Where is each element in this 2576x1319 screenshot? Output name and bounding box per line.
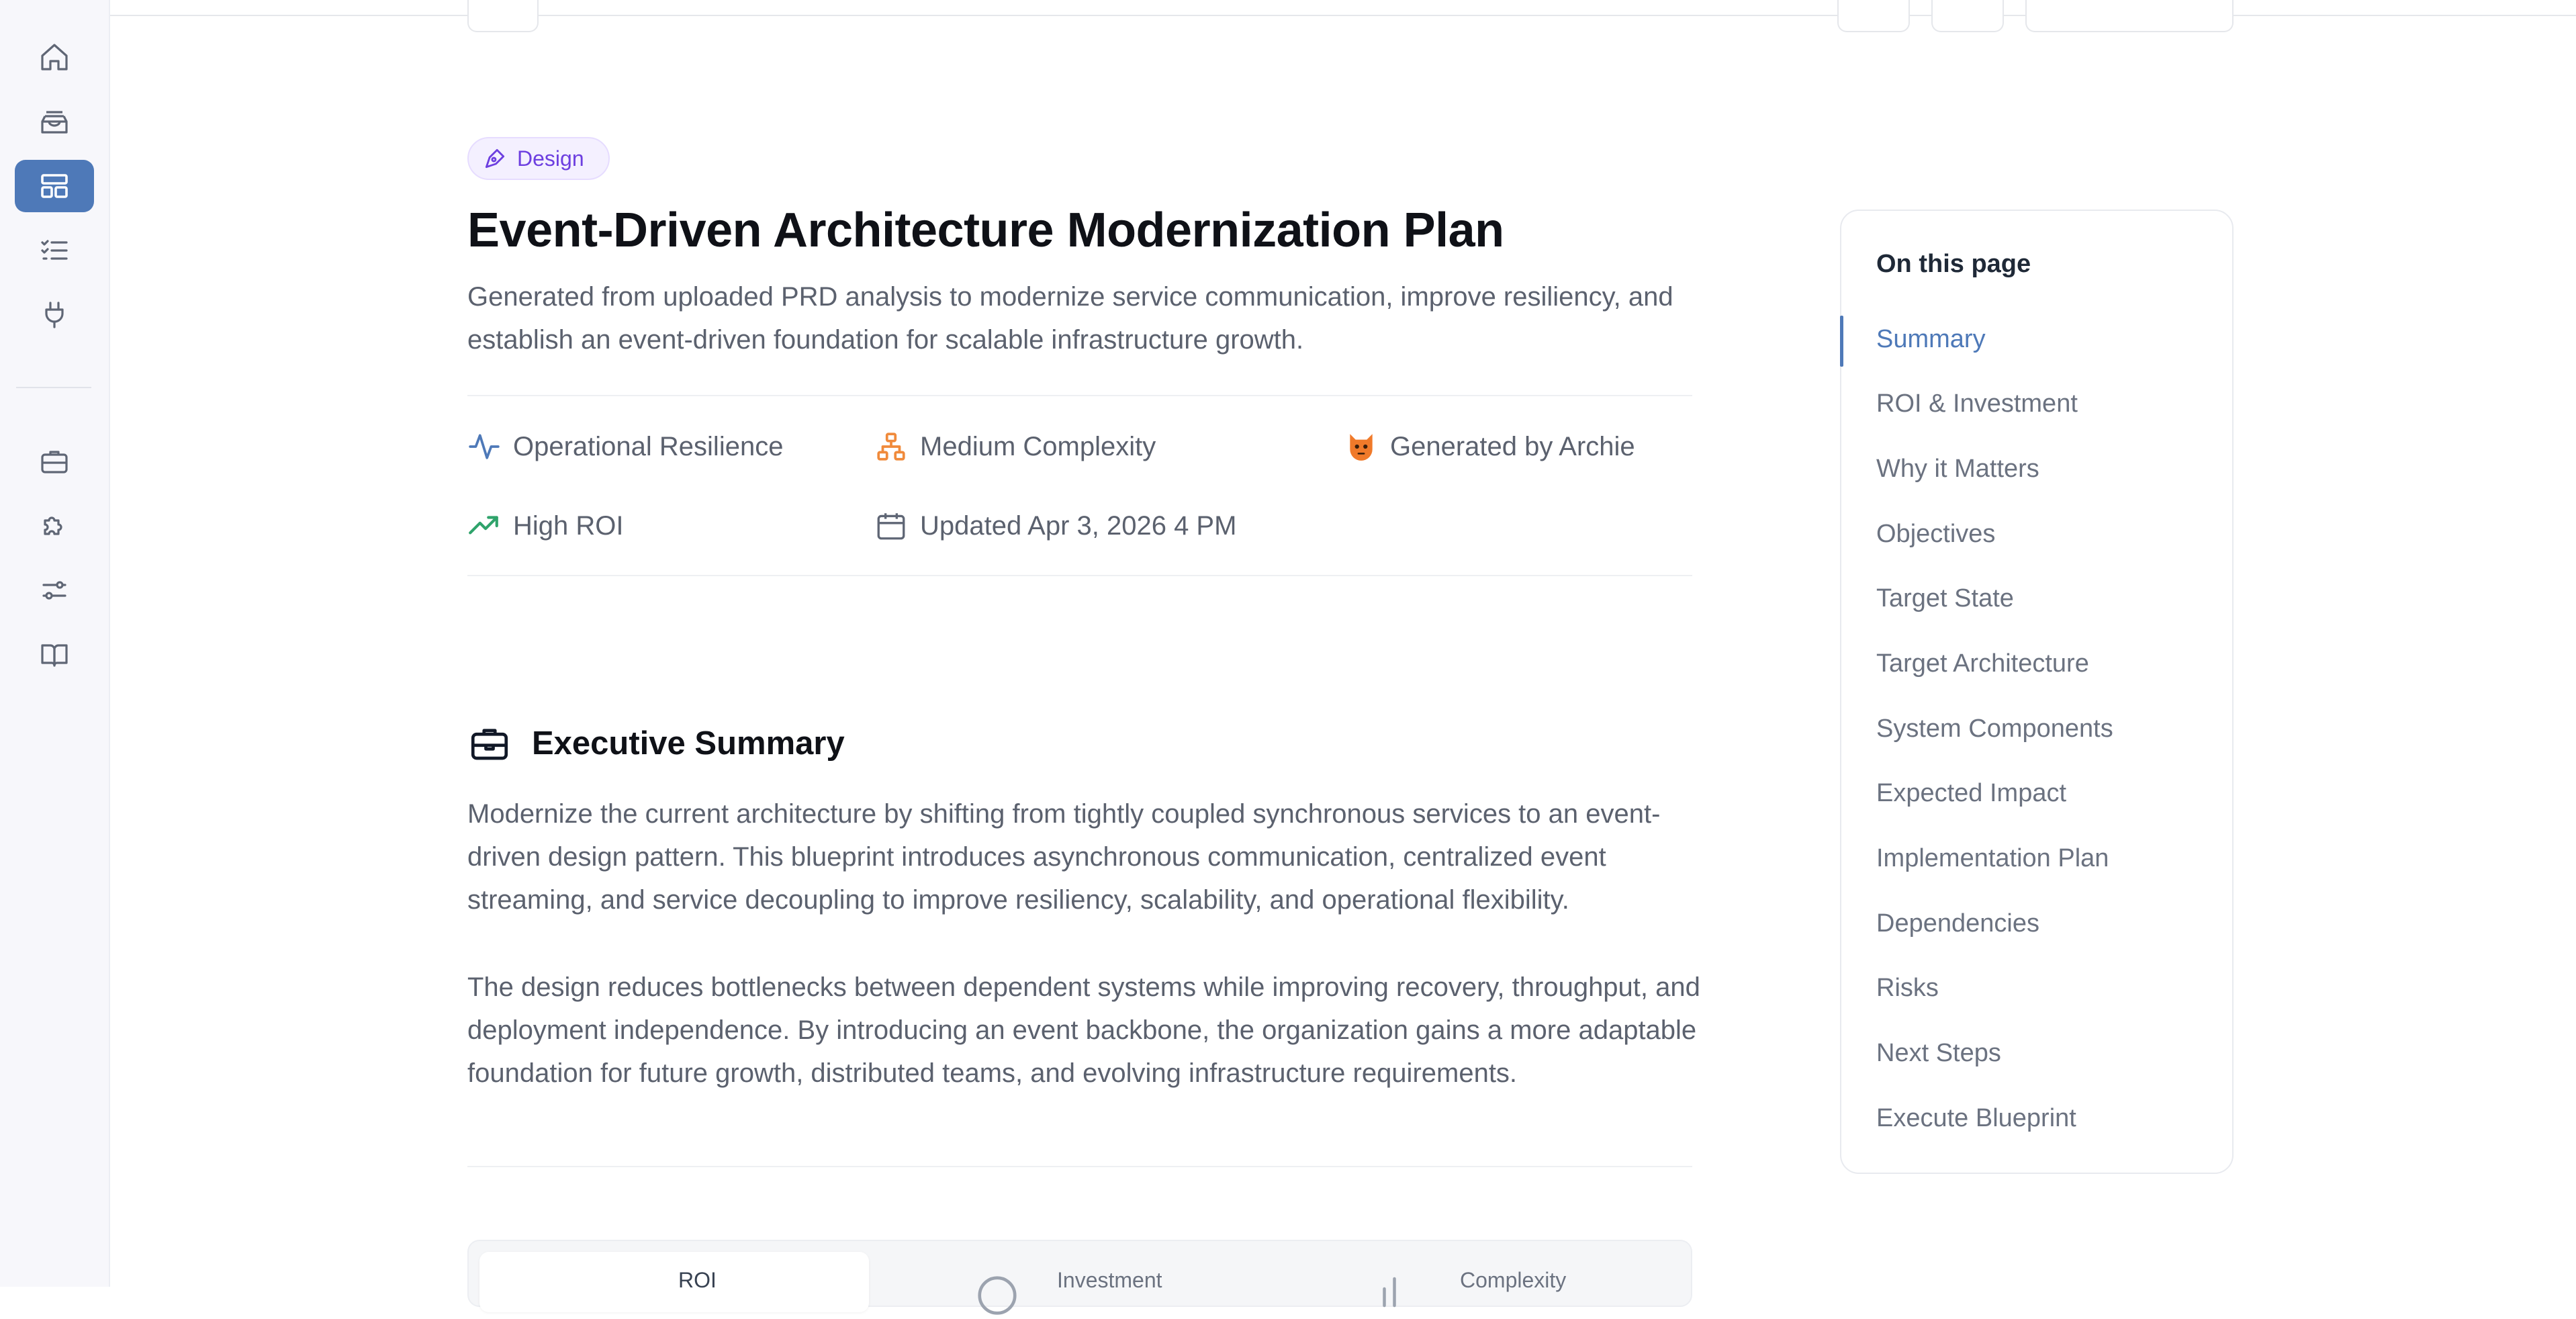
metrics-tabs xyxy=(467,1240,1692,1307)
sliders-icon xyxy=(38,574,71,606)
toc-item-next-steps[interactable]: Next Steps xyxy=(1876,1039,2001,1067)
meta-focus xyxy=(467,430,783,463)
page-subtitle: Generated from uploaded PRD analysis to modernize service communication, improve resiliency, and establish an event-driven foundation for scalable infrastructure growth. xyxy=(467,282,1673,355)
summary-paragraph: Modernize the current architecture by shifting from tightly coupled synchronous services to an event-driven design pattern. This blueprint introduces asynchronous communication, centralized event streaming, and service decoupling to improve resiliency, scalability, and operational flexibility. xyxy=(467,799,1661,915)
section-title: Executive Summary xyxy=(532,725,845,762)
toc-item-system-components[interactable]: System Components xyxy=(1876,715,2113,743)
trending-up-icon xyxy=(467,509,501,543)
divider xyxy=(467,575,1692,576)
briefcase-icon xyxy=(38,445,71,477)
toc-item-target-state[interactable]: Target State xyxy=(1876,584,2014,612)
network-icon xyxy=(874,430,908,463)
sidebar xyxy=(0,0,110,1287)
bar-chart-icon xyxy=(1373,1272,1413,1312)
tab-investment[interactable]: Investment xyxy=(1057,1268,1162,1292)
sidebar-item-home[interactable] xyxy=(15,31,94,83)
meta-complexity xyxy=(874,430,1156,463)
toc-item-objectives[interactable]: Objectives xyxy=(1876,520,1996,548)
activity-icon xyxy=(467,430,501,463)
book-open-icon xyxy=(38,639,71,671)
meta-roi-label: High ROI xyxy=(513,510,624,541)
toc-item-summary[interactable]: Summary xyxy=(1876,325,1986,353)
executive-summary-heading xyxy=(467,721,845,766)
pen-tool-icon xyxy=(482,146,508,171)
toc-item-risks[interactable]: Risks xyxy=(1876,974,1939,1002)
toc-item-implementation-plan[interactable]: Implementation Plan xyxy=(1876,844,2109,872)
on-this-page-nav xyxy=(1840,210,2234,1174)
category-badge xyxy=(467,137,610,180)
meta-roi xyxy=(467,509,624,543)
sidebar-item-integrations[interactable] xyxy=(15,289,94,341)
toc-title: On this page xyxy=(1876,250,2031,278)
home-icon xyxy=(38,41,71,73)
share-button[interactable] xyxy=(1837,0,1910,32)
tab-roi-label[interactable]: ROI xyxy=(678,1268,717,1292)
badge-label: Design xyxy=(517,146,584,171)
divider xyxy=(467,395,1692,396)
calendar-icon xyxy=(874,509,908,543)
sidebar-item-docs[interactable] xyxy=(15,629,94,681)
meta-focus-label: Operational Resilience xyxy=(513,431,784,461)
briefcase-icon xyxy=(467,721,512,766)
meta-updated xyxy=(874,509,1236,543)
meta-author-label: Generated by Archie xyxy=(1390,431,1635,461)
sidebar-divider xyxy=(16,387,91,388)
toc-item-expected-impact[interactable]: Expected Impact xyxy=(1876,779,2067,807)
sidebar-item-tasks[interactable] xyxy=(15,224,94,277)
meta-author xyxy=(1344,430,1635,463)
inbox-stack-icon xyxy=(38,105,71,138)
checklist-icon xyxy=(38,234,71,267)
sidebar-item-blueprints[interactable] xyxy=(15,160,94,212)
toc-item-execute-blueprint[interactable]: Execute Blueprint xyxy=(1876,1104,2076,1132)
meta-complexity-label: Medium Complexity xyxy=(920,431,1156,461)
divider xyxy=(467,1166,1692,1167)
sidebar-item-settings[interactable] xyxy=(15,564,94,617)
sidebar-item-extensions[interactable] xyxy=(15,500,94,552)
sidebar-item-portfolio[interactable] xyxy=(15,435,94,488)
page-title: Event-Driven Architecture Modernization Plan xyxy=(467,203,1504,257)
puzzle-icon xyxy=(38,510,71,542)
sidebar-item-inbox[interactable] xyxy=(15,95,94,148)
meta-updated-label: Updated Apr 3, 2026 4 PM xyxy=(920,510,1237,541)
toc-item-why-it-matters[interactable]: Why it Matters xyxy=(1876,455,2039,483)
summary-paragraph: The design reduces bottlenecks between dependent systems while improving recovery, throughput, and deployment independence. By introducing an event backbone, the organization gains a more adaptable foundation for future growth, distributed teams, and evolving infrastructure requirements. xyxy=(467,972,1700,1088)
toc-active-indicator xyxy=(1840,316,1843,367)
action-button[interactable] xyxy=(2025,0,2234,32)
clock-icon xyxy=(974,1272,1021,1319)
layout-dashboard-icon xyxy=(38,170,71,202)
toc-item-roi-investment[interactable]: ROI & Investment xyxy=(1876,390,2078,418)
tab-roi[interactable] xyxy=(479,1252,869,1312)
expand-button[interactable] xyxy=(1931,0,2004,32)
plug-icon xyxy=(38,299,71,331)
toc-item-dependencies[interactable]: Dependencies xyxy=(1876,909,2039,938)
archie-avatar-icon xyxy=(1344,430,1378,463)
tab-complexity[interactable]: Complexity xyxy=(1460,1268,1567,1292)
toc-item-target-architecture[interactable]: Target Architecture xyxy=(1876,649,2089,678)
back-button[interactable] xyxy=(467,0,539,32)
